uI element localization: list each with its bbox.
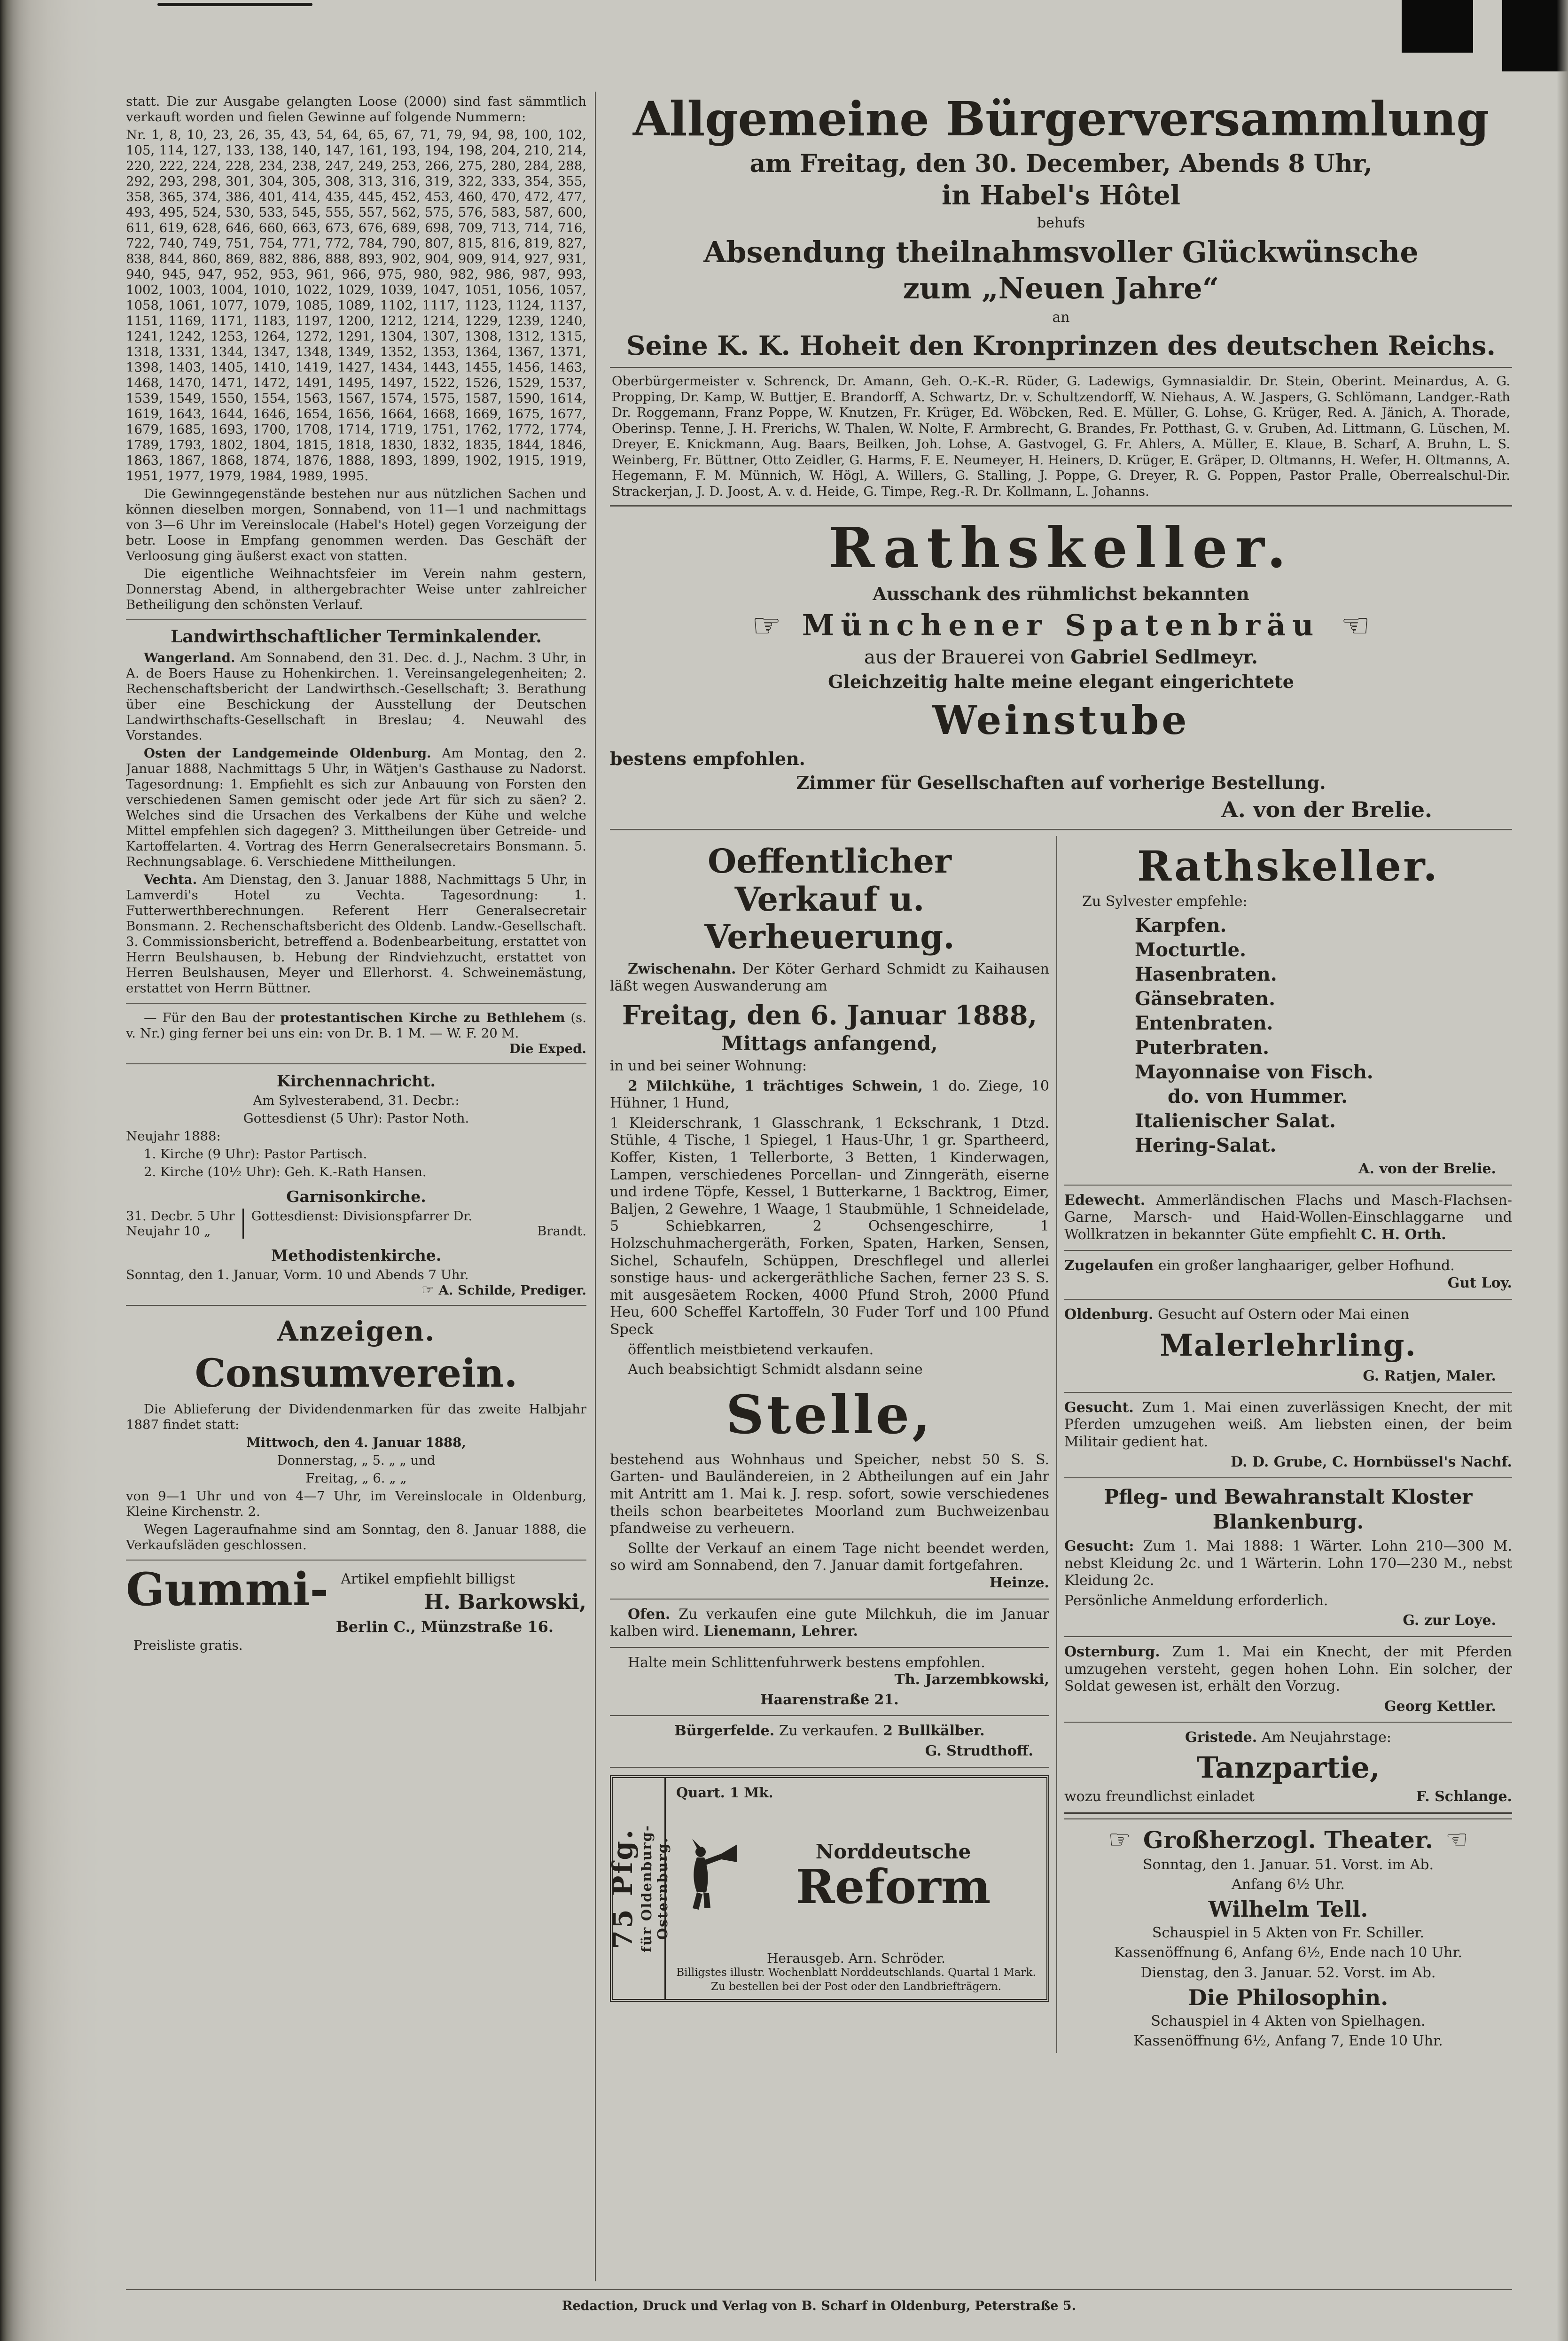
title-line: Blankenburg.	[1212, 1510, 1364, 1533]
knecht-gesucht-ad	[1064, 1399, 1512, 1451]
auction-intro	[610, 961, 1049, 995]
reform-newspaper-ad	[607, 1775, 1049, 2002]
region-label: für Oldenburg-Osternburg.	[639, 1824, 671, 1952]
knecht-gesucht-signature: D. D. Grube, C. Hornbüssel's Nachf.	[1231, 1453, 1512, 1470]
entry-lead: Vechta.	[144, 872, 197, 887]
gummi-ad	[126, 1563, 586, 1616]
signature: Gut Loy.	[1447, 1274, 1512, 1291]
church-line: Gottesdienst (5 Uhr): Pastor Noth.	[243, 1111, 469, 1126]
auction-title	[610, 843, 1049, 956]
spatenbraeu-line	[610, 606, 1512, 645]
items-bold: 2 Milchkühe, 1 trächtiges Schwein,	[628, 1077, 923, 1094]
reform-main	[666, 1778, 1046, 1999]
kloster-note: Persönliche Anmeldung erforderlich.	[1064, 1592, 1328, 1609]
divider	[1064, 1299, 1512, 1300]
menu-intro: Zu Sylvester empfehle:	[1082, 893, 1248, 910]
text: Zum 1. Mai 1888: 1 Wärter. Lohn 210—300 M. nebst Kleidung 2c. und 1 Wärterin. Lohn 170—230 M., nebst Kleidung 2c.	[1064, 1538, 1512, 1589]
text: Zum 1. Mai ein Knecht, der mit Pferden umzugehen versteht, gegen hohen Lohn. Ein solcher, der Soldat gewesen ist, erhält den Vorzug.	[1064, 1644, 1512, 1695]
divider	[610, 1647, 1049, 1648]
signature: Die Exped.	[509, 1041, 586, 1056]
church-line: 1. Kirche (9 Uhr): Pastor Partisch.	[144, 1147, 367, 1162]
entry-lead: Osten der Landgemeinde Oldenburg.	[144, 746, 431, 761]
sylvester-menu	[1064, 913, 1512, 1158]
rathskeller-menu-title: Rathskeller.	[1137, 842, 1440, 891]
text: Am Neujahrstage:	[1261, 1729, 1391, 1746]
entry-lead: Gesucht:	[1064, 1538, 1134, 1555]
anzeigen-title: Anzeigen.	[277, 1315, 436, 1347]
malerlehrling-signature: G. Ratjen, Maler.	[1363, 1368, 1496, 1385]
footer-rule	[126, 2289, 1512, 2290]
divider	[1064, 1392, 1512, 1393]
divider	[126, 1560, 586, 1561]
gristede-ad-intro	[1064, 1729, 1512, 1747]
consumverein-text: Die Ablieferung der Dividendenmarken für das zweite Halbjahr 1887 findet statt:	[126, 1402, 586, 1432]
menu-item: Hering-Salat.	[1135, 1134, 1277, 1156]
pointing-hand-right-icon: ☞	[1108, 1825, 1131, 1855]
menu-signature: A. von der Brelie.	[1358, 1160, 1496, 1177]
stelle-intro: Auch beabsichtigt Schmidt alsdann seine	[628, 1361, 923, 1378]
ad-note: Preisliste gratis.	[133, 1638, 243, 1653]
text: Zum 1. Mai einen zuverlässigen Knecht, der mit Pferden umzugehen weiß. Am liebsten einen, der beim Militair gedient hat.	[1064, 1399, 1512, 1450]
edewecht-ad	[1064, 1192, 1512, 1244]
versammlung-an: an	[1052, 309, 1070, 326]
versammlung-purpose-2: zum „Neuen Jahre“	[903, 271, 1219, 305]
versammlung-behufs: behufs	[1037, 215, 1085, 231]
divider	[1064, 1477, 1512, 1478]
consumverein-date: Mittwoch, den 4. Januar 1888,	[246, 1435, 466, 1450]
items-bold: 2 Bullkälber.	[883, 1723, 985, 1740]
rathskeller-ad-top	[610, 515, 1512, 822]
kloster-text	[1064, 1538, 1512, 1590]
garnison-service	[242, 1209, 586, 1239]
scan-artifact	[157, 3, 312, 6]
right-column	[1064, 836, 1512, 2052]
signature: C. H. Orth.	[1361, 1226, 1446, 1243]
entry-lead: Osternburg.	[1064, 1644, 1160, 1661]
scan-artifact	[1402, 0, 1473, 53]
kirchennachricht-title: Kirchennachricht.	[277, 1072, 436, 1090]
entry-lead: Bürgerfelde.	[674, 1723, 775, 1740]
theater-line: Dienstag, den 3. Januar. 52. Vorst. im Ab.	[1140, 1965, 1436, 1981]
entry-lead: Edewecht.	[1064, 1192, 1146, 1209]
reform-editor: Herausgeb. Arn. Schröder.	[767, 1950, 945, 1966]
church-line: Am Sylvesterabend, 31. Decbr.:	[253, 1093, 460, 1108]
items-text: 1 do. Ziege, 10 Hühner, 1 Hund,	[610, 1077, 1049, 1112]
column-rule	[595, 92, 596, 2281]
text: aus der Brauerei von	[864, 647, 1071, 669]
text: Zu verkaufen eine gute Milchkuh, die im Januar kalben wird.	[610, 1606, 1049, 1640]
consumverein-closure: Wegen Lageraufnahme sind am Sonntag, den 8. Januar 1888, die Verkaufsläden geschlossen.	[126, 1522, 586, 1553]
rotated-price-text	[607, 1785, 671, 1992]
pointing-hand-right-icon: ☞	[751, 606, 781, 645]
rathskeller-sub: Ausschank des rühmlichst bekannten	[873, 583, 1249, 605]
theater-line: Schauspiel in 5 Akten von Fr. Schiller.	[1152, 1924, 1425, 1941]
tanzpartie-headline: Tanzpartie,	[1196, 1750, 1380, 1785]
gummi-details	[341, 1567, 586, 1614]
menu-item: Gänsebraten.	[1135, 987, 1276, 1010]
malerlehrling-ad-intro	[1064, 1306, 1512, 1324]
lottery-continuation: statt. Die zur Ausgabe gelangten Loose (2000) sind fast sämmtlich verkauft worden und fielen Gewinne auf folgende Nummern:	[126, 94, 586, 125]
kloster-signature: G. zur Loye.	[1403, 1612, 1496, 1629]
divider	[126, 1063, 586, 1064]
osternburg-knecht-ad	[1064, 1644, 1512, 1695]
entry-text: Am Sonnabend, den 31. Dec. d. J., Nachm. 3 Uhr, in A. de Boers Hause zu Hohenkirchen. 1. Vereinsangelegenheiten; 2. Rechenschaftsbericht der Landwirthsch.-Gesellschaft; 3. Berathung über eine Beschickung der Ausstellung der Deutschen Landwirthschafts-Gesellschaft in Breslau; 4. Neuwahl des Vorstandes.	[126, 650, 586, 743]
stelle-description: bestehend aus Wohnhaus und Speicher, nebst 50 S. S. Garten- und Bauländereien, in 2 Abtheilungen auf ein Jahr mit Antritt am 1. Mai k. J. resp. sofort, sowie verschiedenes theils schon bearbeitetes Moorland zum Buchweizenbau pfandweise zu verheuern.	[610, 1451, 1049, 1537]
pointing-hand-left-icon: ☜	[1341, 606, 1371, 645]
weinstube-note: bestens empfohlen.	[610, 748, 805, 770]
consumverein-hours: von 9—1 Uhr und von 4—7 Uhr, im Vereinslocale in Oldenburg, Kleine Kirchenstr. 2.	[126, 1489, 586, 1519]
divider	[126, 1003, 586, 1004]
divider	[610, 829, 1512, 830]
schlitten-ad	[610, 1654, 1049, 1689]
auction-items: 1 Kleiderschrank, 1 Glasschrank, 1 Eckschrank, 1 Dtzd. Stühle, 4 Tische, 1 Spiegel, 1 Haus-Uhr, 1 gr. Spartheerd, Koffer, Kisten, 1 Tellerborte, 3 Betten, 1 Kinderwagen, Lampen, verschiedenes Porcellan- und Zinngeräth, eiserne und irdene Töpfe, Kessel, 1 Butterkarne, 1 Backtrog, Eimer, Baljen, 2 Gewehre, 1 Waage, 1 Staubmühle, 1 Schneidelade, 5 Schiebkarren, 2 Ochsengeschirre, 1 Holzschuhmachergeräth, Forken, Spaten, Harken, Sensen, Sichel, Schaufeln, Schüppen, Dreschflegel und allerlei sonstige haus- und ackergeräthliche Sachen, ferner 23 S. S. mit ausgesäetem Rocken, 4000 Pfund Stroh, 2000 Pfund Heu, 600 Scheffel Kartoffeln, 30 Fuder Torf und 100 Pfund Speck	[610, 1115, 1049, 1338]
buergerversammlung-notice	[610, 91, 1512, 499]
brand-name: Münchener Spatenbräu	[802, 608, 1320, 643]
column-rule	[1056, 836, 1057, 2052]
versammlung-purpose-1: Absendung theilnahmsvoller Glückwünsche	[703, 235, 1419, 269]
signature-text: A. Schilde, Prediger.	[438, 1283, 586, 1298]
proprietor-signature: A. von der Brelie.	[1221, 797, 1432, 823]
entry-lead: Ofen.	[628, 1606, 671, 1623]
title-line: Pfleg- und Bewahranstalt Kloster	[1104, 1485, 1473, 1509]
gummi-headline: Gummi-	[126, 1563, 329, 1616]
advertiser-address: Berlin C., Münzstraße 16.	[335, 1618, 554, 1636]
divider	[1064, 1185, 1512, 1186]
signature: Th. Jarzembkowski,	[894, 1671, 1049, 1688]
menu-item: Mocturtle.	[1135, 938, 1246, 961]
theater-play-title: Die Philosophin.	[1188, 1984, 1389, 2010]
advertiser-name: H. Barkowski,	[423, 1590, 586, 1614]
divider	[126, 619, 586, 620]
terminkalender-title: Landwirthschaftlicher Terminkalender.	[171, 627, 542, 647]
text-bold: protestantischen Kirche zu Bethlehem	[280, 1010, 565, 1025]
divider	[1064, 1250, 1512, 1251]
lottery-pickup-info: Die Gewinngegenstände bestehen nur aus nützlichen Sachen und können dieselben morgen, Sonnabend, von 11—1 und nachmittags von 3—6 Uhr im Vereinslocale (Habel's Hotel) gegen Vorzeigung der betr. Loose in Empfang genommen werden. Das Geschäft der Verloosung ging äußerst exact von statten.	[126, 486, 586, 563]
divider	[126, 1305, 586, 1306]
church-line: 2. Kirche (10½ Uhr): Geh. K.-Rath Hansen.	[144, 1164, 427, 1179]
terminkalender-wangerland	[126, 650, 586, 743]
terminkalender-osten	[126, 746, 586, 870]
menu-item: Puterbraten.	[1135, 1036, 1270, 1059]
church-line: Neujahr 1888:	[126, 1129, 221, 1144]
book-binding-edge	[0, 0, 101, 2341]
signature	[421, 1283, 586, 1298]
auction-animals	[610, 1078, 1049, 1112]
bullkaelber-signature: G. Strudthoff.	[925, 1743, 1033, 1760]
divider	[1064, 1636, 1512, 1637]
reform-masthead	[676, 1801, 1036, 1950]
methodistenkirche-title: Methodistenkirche.	[271, 1246, 442, 1264]
osternburg-signature: Georg Kettler.	[1384, 1698, 1496, 1715]
entry-text: Am Dienstag, den 3. Januar 1888, Nachmittags 5 Uhr, in Lamverdi's Hotel zu Vechta. Tagesordnung: 1. Futterwerthberechnungen. Referent Herr Generalsecretair Bonsmann. 2. Rechenschaftsbericht des Oldenb. Landw.-Gesellschaft. 3. Commissionsbericht, betreffend a. Bodenbearbeitung, erstattet von Herrn Beulshausen, b. Hebung der Rindviehzucht, erstattet von Herren Beulshausen, Meyer und Ellerhorst. 4. Schweinemästung, erstattet von Herrn Büttner.	[126, 872, 586, 996]
text: Ammerländischen Flachs und Masch-Flachsen-Garne, Marsch- und Haid-Wollen-Einschlaggarne und Wollkratzen in bekannter Güte empfiehlt	[1064, 1192, 1512, 1243]
text: (s. v. Nr.) ging ferner bei uns ein: von Dr. B. 1 M. — W. F. 20 M.	[126, 1010, 586, 1041]
theater-line: Kassenöffnung 6½, Anfang 7, Ende 10 Uhr.	[1133, 2033, 1443, 2050]
quarterly-price: Quart. 1 Mk.	[676, 1784, 773, 1801]
imprint-line: Redaction, Druck und Verlag von B. Scharf in Oldenburg, Peterstraße 5.	[562, 2299, 1076, 2313]
theater-title-row	[1064, 1826, 1512, 1854]
brewer-name: Gabriel Sedlmeyr.	[1070, 646, 1258, 669]
schlitten-address: Haarenstraße 21.	[760, 1691, 899, 1708]
ad-text: Artikel empfiehlt billigst	[341, 1571, 515, 1587]
menu-item: Mayonnaise von Fisch.	[1135, 1061, 1373, 1083]
consumverein-date: Donnerstag, „ 5. „ „ und	[277, 1453, 436, 1468]
entry-lead: Oldenburg.	[1064, 1306, 1154, 1323]
stelle-headline: Stelle,	[725, 1384, 934, 1446]
signature: Heinze.	[989, 1574, 1049, 1591]
garnisonkirche-title: Garnisonkirche.	[286, 1187, 426, 1206]
page-edge-shade	[1557, 0, 1568, 2341]
date-line: 31. Decbr. 5 Uhr	[126, 1209, 235, 1224]
theater-line: Schauspiel in 4 Akten von Spielhagen.	[1151, 2013, 1426, 2029]
rathskeller-headline: Rathskeller.	[828, 515, 1294, 581]
hofhund-ad	[1064, 1257, 1512, 1292]
kloster-title	[1064, 1485, 1512, 1534]
menu-item: Entenbraten.	[1135, 1012, 1273, 1034]
menu-item: Karpfen.	[1135, 914, 1227, 936]
auction-closing: öffentlich meistbietend verkaufen.	[628, 1341, 874, 1358]
text: Gesucht auf Ostern oder Mai einen	[1157, 1306, 1410, 1323]
menu-item: Hasenbraten.	[1135, 963, 1277, 985]
entry-lead: Gristede.	[1185, 1729, 1257, 1746]
theater-line: Kassenöffnung 6, Anfang 6½, Ende nach 10 Uhr.	[1114, 1944, 1463, 1961]
text: Sonntag, den 1. Januar, Vorm. 10 und Abends 7 Uhr.	[126, 1267, 469, 1282]
entry-lead: Gesucht.	[1064, 1399, 1134, 1416]
text: Sollte der Verkauf an einem Tage nicht beendet werden, so wird am Sonnabend, den 7. Januar damit fortgefahren.	[610, 1540, 1049, 1574]
reform-name: Reform	[796, 1858, 991, 1914]
theater-title: Großherzogl. Theater.	[1143, 1826, 1434, 1854]
text: wozu freundlichst einladet	[1064, 1788, 1255, 1805]
terminkalender-vechta	[126, 872, 586, 996]
reform-kicker: Norddeutsche	[815, 1840, 971, 1863]
weinstube-intro: Gleichzeitig halte meine elegant eingerichtete	[828, 671, 1294, 693]
divider	[610, 505, 1512, 507]
lottery-winning-numbers: Nr. 1, 8, 10, 23, 26, 35, 43, 54, 64, 65, 67, 71, 79, 94, 98, 100, 102, 105, 114, 127, 133, 138, 140, 147, 161, 193, 194, 198, 204, 210, 214, 220, 222, 224, 228, 234, 238, 247, 249, 253, 266, 275, 280, 284, 288, 292, 293, 298, 301, 304, 305, 308, 313, 316, 319, 322, 333, 354, 355, 358, 365, 374, 386, 401, 414, 435, 445, 452, 453, 460, 470, 472, 477, 493, 495, 524, 530, 533, 545, 555, 557, 562, 575, 576, 583, 587, 600, 611, 619, 628, 646, 660, 663, 673, 676, 689, 698, 709, 713, 714, 716, 722, 740, 749, 751, 754, 771, 772, 784, 790, 807, 815, 816, 819, 827, 838, 844, 860, 869, 882, 886, 888, 893, 902, 904, 909, 914, 927, 931, 940, 945, 947, 952, 953, 961, 966, 975, 980, 982, 986, 987, 993, 1002, 1003, 1004, 1010, 1022, 1029, 1039, 1047, 1051, 1056, 1057, 1058, 1061, 1077, 1079, 1085, 1089, 1102, 1117, 1123, 1124, 1137, 1151, 1169, 1171, 1183, 1197, 1200, 1212, 1214, 1229, 1239, 1240, 1241, 1242, 1253, 1264, 1272, 1291, 1304, 1307, 1308, 1312, 1315, 1318, 1331, 1344, 1347, 1348, 1349, 1352, 1353, 1364, 1367, 1371, 1398, 1403, 1405, 1410, 1419, 1427, 1434, 1443, 1455, 1456, 1463, 1468, 1470, 1471, 1472, 1491, 1495, 1497, 1522, 1526, 1529, 1537, 1539, 1549, 1550, 1554, 1563, 1567, 1574, 1575, 1587, 1590, 1614, 1619, 1643, 1644, 1646, 1654, 1656, 1664, 1668, 1669, 1675, 1677, 1679, 1685, 1693, 1700, 1708, 1714, 1719, 1751, 1762, 1772, 1774, 1789, 1793, 1802, 1804, 1815, 1818, 1830, 1832, 1835, 1844, 1846, 1863, 1867, 1868, 1874, 1876, 1888, 1893, 1899, 1902, 1915, 1919, 1951, 1977, 1979, 1984, 1989, 1995.	[126, 127, 586, 484]
christmas-party-note: Die eigentliche Weihnachtsfeier im Verein nahm gestern, Donnerstag Abend, in althergebrachter Weise unter zahlreicher Betheiligung den schönsten Verlauf.	[126, 566, 586, 612]
versammlung-addressee: Seine K. K. Hoheit den Kronprinzen des deutschen Reichs.	[626, 330, 1496, 361]
entry-lead: Zugelaufen	[1064, 1257, 1154, 1274]
divider	[610, 1715, 1049, 1716]
divider	[610, 1767, 1049, 1768]
text: Zu verkaufen.	[779, 1723, 879, 1740]
lower-columns	[607, 836, 1512, 2052]
text: — Für den Bau der	[144, 1010, 281, 1025]
reform-price-strip	[607, 1778, 671, 1999]
malerlehrling-headline: Malerlehrling.	[1160, 1328, 1417, 1364]
theater-play-title: Wilhelm Tell.	[1208, 1896, 1368, 1922]
entry-text: Am Montag, den 2. Januar 1888, Nachmittags 5 Uhr, in Wätjen's Gasthause zu Nadorst. Tagesordnung: 1. Empfiehlt es sich zur Anbauung von Forsten den verschiedenen Samen gemischt oder jede Art für sich zu säen? 2. Welches sind die Ursachen des Verkalbens der Kühe und welche Mittel empfehlen sich dagegen? 3. Mittheilungen über Getreide- und Kartoffelarten. 4. Vortrag des Herrn Generalsecretairs Bonsmann. 5. Rechnungsablage. 6. Verschiedene Mittheilungen.	[126, 746, 586, 869]
theater-line: Sonntag, den 1. Januar. 51. Vorst. im Ab.	[1142, 1856, 1434, 1873]
herald-with-trumpet-icon	[676, 1833, 742, 1917]
weinstube-booking: Zimmer für Gesellschaften auf vorherige Bestellung.	[796, 772, 1326, 794]
title-line: Verkauf u. Verheuerung.	[704, 879, 955, 957]
garnison-schedule	[126, 1209, 586, 1239]
middle-column	[607, 836, 1049, 2052]
reform-title-block	[750, 1840, 1036, 1914]
reform-note-2: Zu bestellen bei der Post oder den Landbriefträgern.	[710, 1980, 1001, 1993]
milchkuh-ad	[610, 1606, 1049, 1640]
garnison-dates	[126, 1209, 242, 1239]
divider	[1064, 1722, 1512, 1723]
text: ein großer langhaariger, gelber Hofhund.	[1158, 1257, 1455, 1274]
service-line: Gottesdienst: Divisionspfarrer Dr.	[251, 1209, 473, 1224]
consumverein-title: Consumverein.	[195, 1351, 518, 1396]
signatories-list: Oberbürgermeister v. Schrenck, Dr. Amann, Geh. O.-K.-R. Rüder, G. Ladewigs, Gymnasialdir. Dr. Stein, Oberint. Meinardus, A. G. Propping, Dr. Kamp, W. Buttjer, E. Brandorff, A. Schwartz, Dr. v. Schultzendorff, W. Niehaus, A. W. Jaspers, G. Schlömann, Landger.-Rath Dr. Roggemann, Franz Poppe, W. Knutzen, Fr. Krüger, Ed. Wöbcken, Red. E. Müller, G. Lohse, G. Krüger, Red. A. Jänich, A. Thorade, Oberinsp. Tenne, J. H. Frerichs, W. Thalen, W. Nolte, F. Armbrecht, G. Brandes, Fr. Potthast, G. v. Gruben, Ad. Littmann, G. Lüschen, M. Dreyer, E. Knickmann, Aug. Baars, Beilken, Joh. Lohse, A. Gastvogel, G. Fr. Ahlers, A. Müller, E. Klaue, B. Scharf, A. Bruhn, L. S. Weinberg, Fr. Büttner, Otto Zeidler, G. Harms, F. E. Neumeyer, H. Heiners, D. Krüger, E. Gräper, D. Oltmanns, H. Wefer, H. Oltmanns, A. Hegemann, F. M. Münnich, W. Högl, A. Willers, G. Stalling, J. Poppe, G. Dreyer, R. G. Poppen, Pastor Pralle, Oberrealschul-Dir. Strackerjan, J. D. Joost, A. v. d. Heide, G. Timpe, Reg.-R. Dr. Kollmann, L. Johanns.	[612, 374, 1510, 499]
brewery-line	[610, 646, 1512, 668]
entry-lead: Zwischenahn.	[628, 960, 736, 977]
theater-line: Anfang 6½ Uhr.	[1232, 1876, 1345, 1893]
versammlung-when: am Freitag, den 30. December, Abends 8 Uhr,	[749, 149, 1373, 178]
entry-text: Der Köter Gerhard Schmidt zu Kaihausen läßt wegen Auswanderung am	[610, 960, 1049, 995]
versammlung-title: Allgemeine Bürgerversammlung	[632, 91, 1490, 147]
auction-date: Freitag, den 6. Januar 1888,	[622, 1000, 1038, 1031]
pointing-hand-left-icon: ☜	[1445, 1825, 1468, 1855]
signature: Lienemann, Lehrer.	[703, 1623, 858, 1640]
menu-item: Italienischer Salat.	[1135, 1109, 1336, 1132]
text: Halte mein Schlittenfuhrwerk bestens empfohlen.	[628, 1654, 985, 1671]
auction-continuation-note	[610, 1540, 1049, 1592]
auction-location: in und bei seiner Wohnung:	[610, 1058, 807, 1075]
methodisten-line	[126, 1267, 586, 1298]
pointing-hand-right-icon: ☞	[421, 1282, 434, 1298]
entry-lead: Wangerland.	[144, 650, 235, 665]
tanzpartie-invite	[1064, 1788, 1512, 1806]
divider	[610, 367, 1512, 368]
menu-item: do. von Hummer.	[1168, 1085, 1348, 1108]
bethlehem-donations	[126, 1010, 586, 1057]
date-line: Neujahr 10 „	[126, 1224, 211, 1239]
title-line: Oeffentlicher	[708, 842, 952, 881]
weinstube-headline: Weinstube	[932, 697, 1190, 744]
service-line: Brandt.	[537, 1224, 586, 1239]
divider	[1064, 1812, 1512, 1819]
divider	[610, 1599, 1049, 1600]
consumverein-date: Freitag, „ 6. „ „	[305, 1471, 407, 1486]
signature: F. Schlange.	[1416, 1788, 1512, 1805]
price-label: 75 Pfg.	[607, 1827, 639, 1949]
versammlung-where: in Habel's Hôtel	[942, 180, 1180, 211]
right-region	[607, 91, 1512, 2053]
bullkaelber-ad	[610, 1723, 1049, 1740]
auction-time: Mittags anfangend,	[721, 1032, 938, 1055]
reform-note-1: Billigstes illustr. Wochenblatt Norddeutschlands. Quartal 1 Mark.	[676, 1966, 1036, 1979]
left-column	[126, 92, 586, 1653]
